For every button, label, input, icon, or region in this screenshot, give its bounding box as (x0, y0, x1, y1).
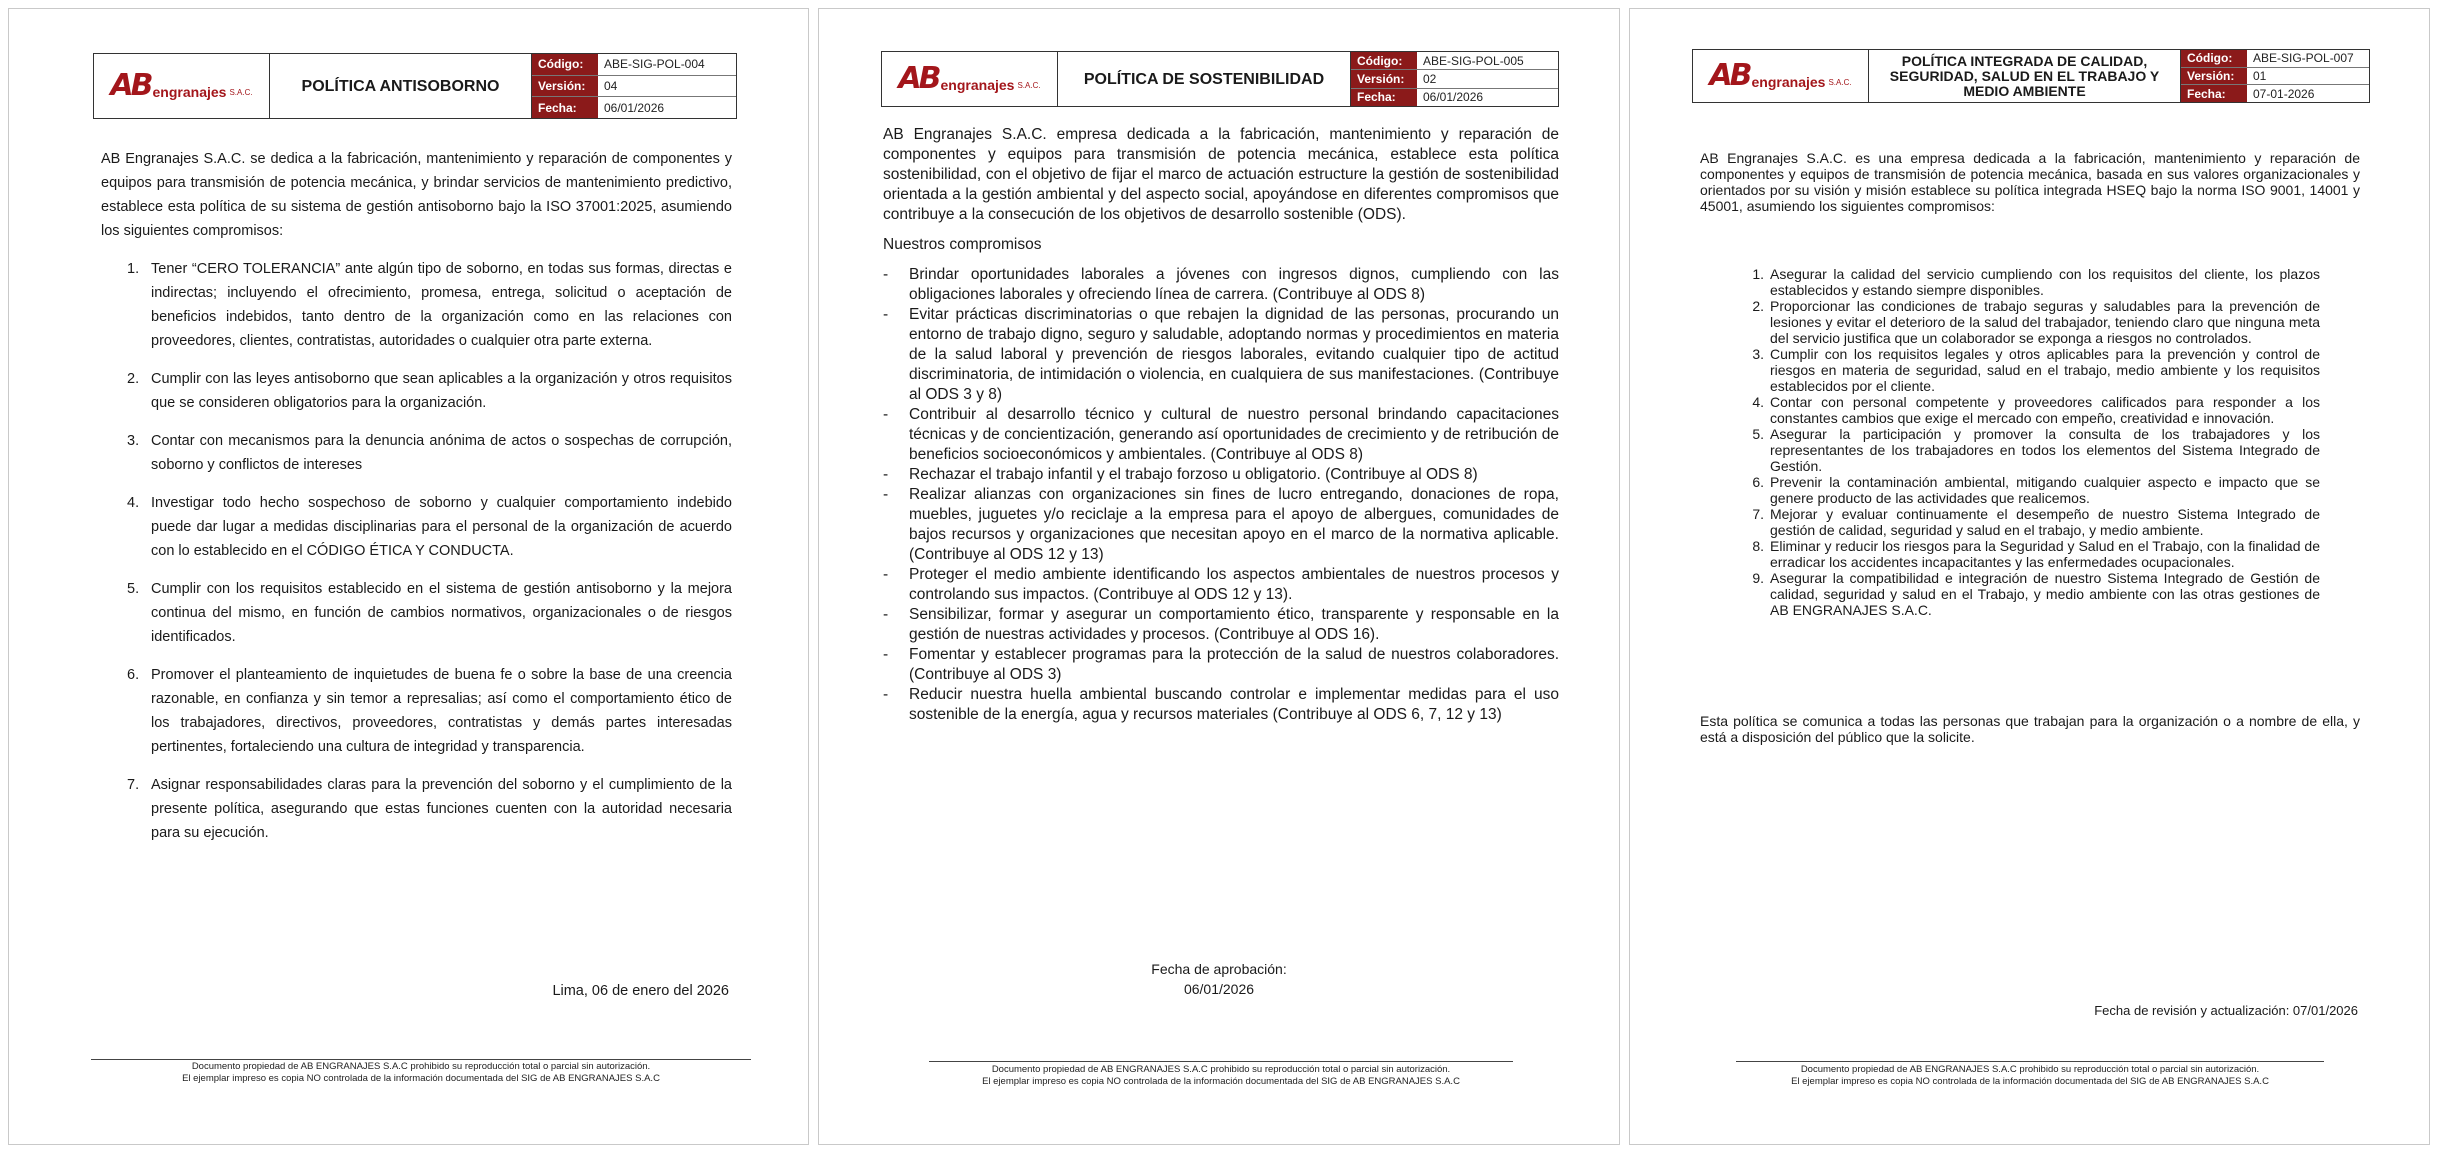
list-item: 1. Asegurar la calidad del servicio cumpliendo con los requisitos del cliente, los plazos establecidos y estando siempre disponibles. (1752, 266, 2320, 298)
version-label: Versión: (1351, 70, 1417, 87)
list-item: - Reducir nuestra huella ambiental buscando controlar e implementar medidas para el uso sostenible de la energía, agua y recursos materiales (Contribuye al ODS 6, 7, 12 y 13) (883, 686, 1559, 723)
policy-closing: Esta política se comunica a todas las personas que trabajan para la organización o a nombre de ella, y está a disposición del público que la solicite. (1700, 713, 2360, 745)
date-value: 07-01-2026 (2253, 86, 2315, 101)
list-item: 8. Eliminar y reducir los riesgos para la Seguridad y Salud en el Trabajo, con la finalidad de erradicar los accidentes incapacitantes y las enfermedades ocupacionales. (1752, 538, 2320, 570)
revision-date: Fecha de revisión y actualización: 07/01/2026 (2094, 1003, 2358, 1018)
list-item: 2. Cumplir con las leyes antisoborno que sean aplicables a la organización y otros requisitos que se consideren obligatorios para la organización. (127, 371, 732, 411)
company-logo: AB engranajes S.A.C. (94, 54, 270, 118)
document-title: POLÍTICA ANTISOBORNO (270, 54, 532, 118)
list-item: - Evitar prácticas discriminatorias o que rebajen la dignidad de las personas, procurando un entorno de trabajo digno, seguro y saludable, adoptando normas y procedimientos en materia de la salud laboral y prevención de riesgos laborales, evitando cualquier tipo de actitud discriminatoria, de intimidación o violencia, en cualquiera de sus manifestaciones. (Contribuye al ODS 3 y 8) (883, 306, 1559, 403)
commitments-heading: Nuestros compromisos (883, 236, 1042, 253)
version-value: 01 (2253, 69, 2267, 83)
document-page-antisoborno (8, 8, 809, 1145)
commitments-list (1740, 266, 2320, 618)
document-title: POLÍTICA INTEGRADA DE CALIDAD, SEGURIDAD, SALUD EN EL TRABAJO Y MEDIO AMBIENTE (1869, 50, 2181, 102)
footer-divider (1736, 1061, 2324, 1062)
code-label: Código: (532, 54, 598, 75)
list-item: - Realizar alianzas con organizaciones sin fines de lucro entregando, donaciones de ropa, muebles, juguetes y/o reciclaje a la empresa para el apoyo de albergues, comunidades de bajos recursos y organizaciones que necesitan apoyo en el marco de la normativa aplicable. (Contribuye al ODS 12 y 13) (883, 486, 1559, 563)
list-item: - Rechazar el trabajo infantil y el trabajo forzoso u obligatorio. (Contribuye al ODS 8) (883, 466, 1478, 483)
policy-intro: AB Engranajes S.A.C. es una empresa dedicada a la fabricación, mantenimiento y reparación de componentes y equipos de transmisión de potencia mecánica, basada en sus valores organizacionales y orientados por su visión y misión establece su política integrada HSEQ bajo la norma ISO 9001, 14001 y 45001, asumiendo los siguientes compromisos: (1700, 150, 2360, 214)
footer-divider (91, 1059, 751, 1060)
document-page-integrada (1629, 8, 2430, 1145)
document-header (93, 53, 737, 119)
code-label: Código: (1351, 52, 1417, 69)
code-label: Código: (2181, 50, 2247, 67)
approval-block (1069, 959, 1369, 999)
list-item: 7. Mejorar y evaluar continuamente el desempeño de nuestro Sistema Integrado de gestión de calidad, seguridad y salud en el trabajo, y medio ambiente. (1752, 506, 2320, 538)
list-item: - Proteger el medio ambiente identificando los aspectos ambientales de nuestros procesos y controlando sus impactos. (Contribuye al ODS 12 y 13). (883, 566, 1559, 603)
list-item: 6. Promover el planteamiento de inquietudes de buena fe o sobre la base de una creencia razonable, en confianza y sin temor a represalias; así como el comportamiento ético de los trabajadores, directivos, proveedores, contratistas y demás partes interesadas pertinentes, fortaleciendo una cultura de integridad y transparencia. (127, 667, 732, 755)
closing-date: Lima, 06 de enero del 2026 (552, 983, 729, 999)
list-item: 3. Contar con mecanismos para la denuncia anónima de actos o sospechas de corrupción, soborno y conflictos de intereses (127, 433, 732, 473)
policy-intro: AB Engranajes S.A.C. se dedica a la fabricación, mantenimiento y reparación de componentes y equipos para transmisión de potencia mecánica, y brindar servicios de mantenimiento predictivo, establece esta política de su sistema de gestión antisoborno bajo la ISO 37001:2025, asumiendo los siguientes compromisos: (101, 151, 732, 239)
list-item: 1. Tener “CERO TOLERANCIA” ante algún tipo de soborno, en todas sus formas, directas e indirectas; incluyendo el ofrecimiento, promesa, entrega, solicitud o aceptación de beneficios indebidos, tanto dentro de la organización como en las relaciones con proveedores, clientes, contratistas, autoridades o cualquier otra parte externa. (127, 261, 732, 349)
document-meta (1351, 52, 1558, 106)
code-value: ABE-SIG-POL-004 (604, 57, 705, 72)
list-item: - Fomentar y establecer programas para la protección de la salud de nuestros colaboradores. (Contribuye al ODS 3) (883, 646, 1559, 683)
version-value: 02 (1423, 71, 1437, 86)
document-meta (532, 54, 736, 118)
footer-note: Documento propiedad de AB ENGRANAJES S.A.C prohibido su reproducción total o parcial sin autorización. El ejemplar impreso es copia NO controlada de la información documentada del SIG de AB ENGRANAJES S.A.C (1791, 1064, 2269, 1087)
footer-divider (929, 1061, 1513, 1062)
list-item: - Sensibilizar, formar y asegurar un comportamiento ético, transparente y responsable en la gestión de nuestras actividades y procesos. (Contribuye al ODS 16). (883, 606, 1559, 643)
date-label: Fecha: (1351, 89, 1417, 106)
date-label: Fecha: (2181, 85, 2247, 102)
code-value: ABE-SIG-POL-005 (1423, 53, 1524, 68)
version-label: Versión: (2181, 68, 2247, 85)
approval-date: 06/01/2026 (1183, 981, 1255, 997)
list-item: 4. Investigar todo hecho sospechoso de soborno y cualquier comportamiento indebido puede dar lugar a medidas disciplinarias para el personal de la organización de acuerdo con lo establecido en el CÓDIGO ÉTICA Y CONDUCTA. (127, 495, 732, 559)
commitments-list (101, 257, 732, 845)
version-value: 04 (604, 79, 618, 93)
list-item: 5. Asegurar la participación y promover la consulta de los trabajadores y los representantes de los trabajadores en todos los elementos del Sistema Integrado de Gestión. (1752, 426, 2320, 474)
document-meta (2181, 50, 2369, 102)
footer-note: Documento propiedad de AB ENGRANAJES S.A.C prohibido su reproducción total o parcial sin autorización. El ejemplar impreso es copia NO controlada de la información documentada del SIG de AB ENGRANAJES S.A.C (982, 1064, 1460, 1087)
list-item: 3. Cumplir con los requisitos legales y otros aplicables para la prevención y control de riesgos en materia de seguridad, salud en el trabajo, medio ambiente y los requisitos establecidos por el cliente. (1752, 346, 2320, 394)
list-item: 4. Contar con personal competente y proveedores calificados para responder a los constantes cambios que exige el mercado con empeño, creatividad e innovación. (1752, 394, 2320, 426)
document-header (1692, 49, 2370, 103)
document-page-sostenibilidad (818, 8, 1620, 1145)
version-label: Versión: (532, 76, 598, 97)
document-title: POLÍTICA DE SOSTENIBILIDAD (1058, 52, 1351, 106)
commitments-list (883, 265, 1559, 725)
list-item: 6. Prevenir la contaminación ambiental, mitigando cualquier aspecto e impacto que se genere producto de las actividades que realicemos. (1752, 474, 2320, 506)
list-item: 5. Cumplir con los requisitos establecido en el sistema de gestión antisoborno y la mejora continua del mismo, en función de cambios normativos, organizacionales o de riesgos identificados. (127, 581, 732, 645)
date-label: Fecha: (532, 97, 598, 118)
list-item: 9. Asegurar la compatibilidad e integración de nuestro Sistema Integrado de Gestión de calidad, seguridad y salud en el Trabajo, y medio ambiente con las otras gestiones de AB ENGRANAJES S.A.C. (1752, 570, 2320, 618)
list-item: - Brindar oportunidades laborales a jóvenes con ingresos dignos, cumpliendo con las obligaciones laborales y ofreciendo línea de carrera. (Contribuye al ODS 8) (883, 266, 1559, 303)
list-item: 7. Asignar responsabilidades claras para la prevención del soborno y el cumplimiento de la presente política, asegurando que estas funciones cuenten con la autoridad necesaria para su ejecución. (127, 777, 732, 841)
date-value: 06/01/2026 (604, 100, 665, 115)
policy-intro: AB Engranajes S.A.C. empresa dedicada a la fabricación, mantenimiento y reparación de componentes y equipos para transmisión de potencia mecánica, establece esta política sostenibilidad, con el objetivo de fijar el marco de actuación estructure la gestión de sostenibilidad orientada a la gestión ambiental y del aspecto social, apoyándose en diferentes compromisos que contribuye a la consecución de los objetivos de desarrollo sostenible (ODS). (883, 126, 1559, 223)
document-header (881, 51, 1559, 107)
footer-note: Documento propiedad de AB ENGRANAJES S.A.C prohibido su reproducción total o parcial sin autorización. El ejemplar impreso es copia NO controlada de la información documentada del SIG de AB ENGRANAJES S.A.C (182, 1061, 660, 1084)
company-logo: AB engranajes S.A.C. (882, 52, 1058, 106)
code-value: ABE-SIG-POL-007 (2253, 51, 2354, 66)
approval-label: Fecha de aprobación: (1151, 961, 1287, 977)
date-value: 06/01/2026 (1423, 90, 1484, 105)
company-logo: AB engranajes S.A.C. (1693, 50, 1869, 102)
list-item: - Contribuir al desarrollo técnico y cultural de nuestro personal brindando capacitaciones técnicas y de concientización, generando así oportunidades de crecimiento y de retribución de beneficios socioeconómicos y ambientales. (Contribuye al ODS 8) (883, 406, 1559, 463)
list-item: 2. Proporcionar las condiciones de trabajo seguras y saludables para la prevención de lesiones y evitar el deterioro de la salud del trabajador, teniendo claro que ninguna meta del servicio justifica que un colaborador se exponga a riesgos no controlados. (1752, 298, 2320, 346)
